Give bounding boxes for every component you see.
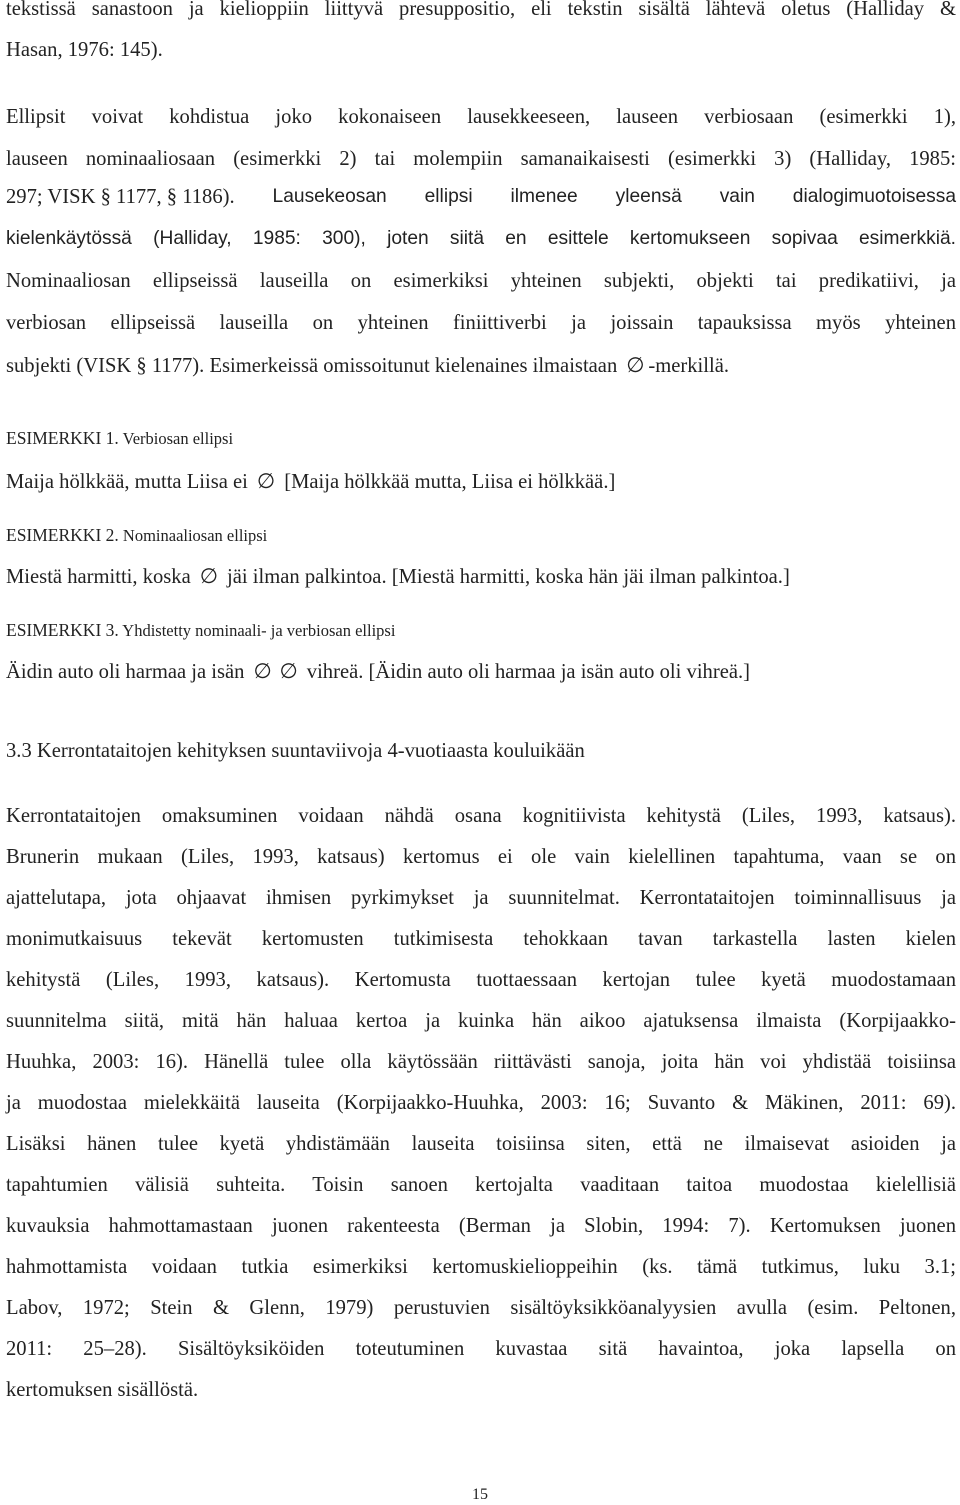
paragraph-2-line-11: kuvauksia hahmottamastaan juonen rakenteesta (Berman ja Slobin, 1994: 7). Kertomuksen juonen [6,1215,956,1237]
paragraph-2-line-2: Brunerin mukaan (Liles, 1993, katsaus) kertomus ei ole vain kielellinen tapahtuma, vaan se on [6,846,956,868]
paragraph-1-line-4: kielenkäytössä (Halliday, 1985: 300), joten siitä en esittele kertomukseen sopivaa esimerkkiä. [6,228,956,249]
paragraph-2-line-5: kehitystä (Liles, 1993, katsaus). Kertomusta tuottaessaan kertojan tulee kyetä muodostamaan [6,969,956,991]
intro-line-1: tekstissä sanastoon ja kielioppiin liittyvä presuppositio, eli tekstin sisältä lähtevä oletus (Halliday & [6,0,956,20]
paragraph-2-line-8: ja muodostaa mielekkäitä lauseita (Korpijaakko-Huuhka, 2003: 16; Suvanto & Mäkinen, 2011: 69). [6,1092,956,1114]
example-1-label-title: Verbiosan ellipsi [118,429,234,448]
paragraph-2-line-3: ajattelutapa, jota ohjaavat ihmisen pyrkimykset ja suunnitelmat. Kerrontataitojen toiminnallisuus ja [6,887,956,909]
example-2-label-title: Nominaaliosan ellipsi [118,526,268,545]
example-3-sentence [6,658,956,685]
paragraph-2-line-4: monimutkaisuus tekevät kertomusten tutkimisesta tehokkaan tavan tarkastella lasten kielen [6,928,956,950]
paragraph-2-line-12: hahmottamista voidaan tutkia esimerkiksi kertomuskielioppeihin (ks. tämä tutkimus, luku 3.1; [6,1256,956,1278]
paragraph-2-line-7: Huuhka, 2003: 16). Hänellä tulee olla käytössään riittävästi sanoja, joita hän voi yhdistää toisiinsa [6,1051,956,1073]
example-1-label-prefix: ESIMERKKI 1. [6,428,119,448]
example-1-label [6,425,956,452]
example-1-empty-symbol: ∅ [256,469,276,493]
paragraph-2-line-10: tapahtumien välisiä suhteita. Toisin sanoen kertojalta vaaditaan taitoa muodostaa kielellisiä [6,1174,956,1196]
example-3-label-prefix: ESIMERKKI 3. [6,620,119,640]
example-2-sentence [6,563,956,590]
empty-set-symbol: ∅ [626,353,645,377]
example-2-label [6,522,956,549]
paragraph-1-line-6: verbiosan ellipseissä lauseilla on yhteinen finiittiverbi ja joissain tapauksissa myös yhteinen [6,312,956,334]
paragraph-2-line-15: kertomuksen sisällöstä. [6,1379,199,1401]
paragraph-2-line-9: Lisäksi hänen tulee kyetä yhdistämään lauseita toisiinsa siten, että ne ilmaisevat asioiden ja [6,1133,956,1155]
example-3-empty-symbol-1: ∅ [253,659,272,683]
example-1-sentence [6,468,956,495]
paragraph-1-line-7 [6,352,956,379]
example-3-empty-symbol-2: ∅ [279,659,298,683]
example-2-label-prefix: ESIMERKKI 2. [6,525,119,545]
page-number: 15 [472,1486,488,1503]
paragraph-1-line-7-c: -merkillä. [648,355,730,377]
example-1-sentence-b: [Maija hölkkää mutta, Liisa ei hölkkää.] [279,471,616,493]
paragraph-1-line-3-serif: 297; VISK § 1177, § 1186). [6,186,235,208]
example-3-sentence-a: Äidin auto oli harmaa ja isän [6,661,250,683]
example-3-label [6,617,956,644]
example-2-empty-symbol: ∅ [199,564,219,588]
example-1-sentence-a: Maija hölkkää, mutta Liisa ei [6,471,254,493]
paragraph-1-line-2: lauseen nominaaliosaan (esimerkki 2) tai molempiin samanaikaisesti (esimerkki 3) (Halliday, 1985: [6,148,956,170]
paragraph-2-line-1: Kerrontataitojen omaksuminen voidaan nähdä osana kognitiivista kehitystä (Liles, 1993, katsaus). [6,805,956,827]
example-2-sentence-a: Miestä harmitti, koska [6,566,196,588]
paragraph-1-line-7-b: Esimerkeissä omissoitunut kielenaines ilmaistaan [204,355,623,377]
paragraph-2-line-6: suunnitelma siitä, mitä hän haluaa kertoa ja kuinka hän aikoo ajatuksensa ilmaista (Korpijaakko- [6,1010,956,1032]
paragraph-2-line-13: Labov, 1972; Stein & Glenn, 1979) perustuvien sisältöyksikköanalyysien avulla (esim. Peltonen, [6,1297,956,1319]
paragraph-1-line-3 [6,184,956,210]
paragraph-1-line-3-sans: Lausekeosan ellipsi ilmenee yleensä vain dialogimuotoisessa [234,186,956,207]
paragraph-1-line-1: Ellipsit voivat kohdistua joko kokonaiseen lausekkeeseen, lauseen verbiosaan (esimerkki 1), [6,106,956,128]
example-3-sentence-b: vihreä. [Äidin auto oli harmaa ja isän auto oli vihreä.] [301,661,750,683]
example-3-label-title: Yhdistetty nominaali- ja verbiosan ellipsi [118,621,396,640]
paragraph-1-line-7-a: subjekti (VISK § 1177). [6,355,205,377]
paragraph-2-line-14: 2011: 25–28). Sisältöyksiköiden toteutuminen kuvastaa sitä havaintoa, joka lapsella on [6,1338,956,1360]
section-heading: 3.3 Kerrontataitojen kehityksen suuntaviivoja 4-vuotiaasta kouluikään [6,740,585,762]
paragraph-1-line-5: Nominaaliosan ellipseissä lauseilla on esimerkiksi yhteinen subjekti, objekti tai predikatiivi, ja [6,270,956,292]
example-2-sentence-b: jäi ilman palkintoa. [Miestä harmitti, koska hän jäi ilman palkintoa.] [221,566,790,588]
intro-line-2: Hasan, 1976: 145). [6,39,163,61]
